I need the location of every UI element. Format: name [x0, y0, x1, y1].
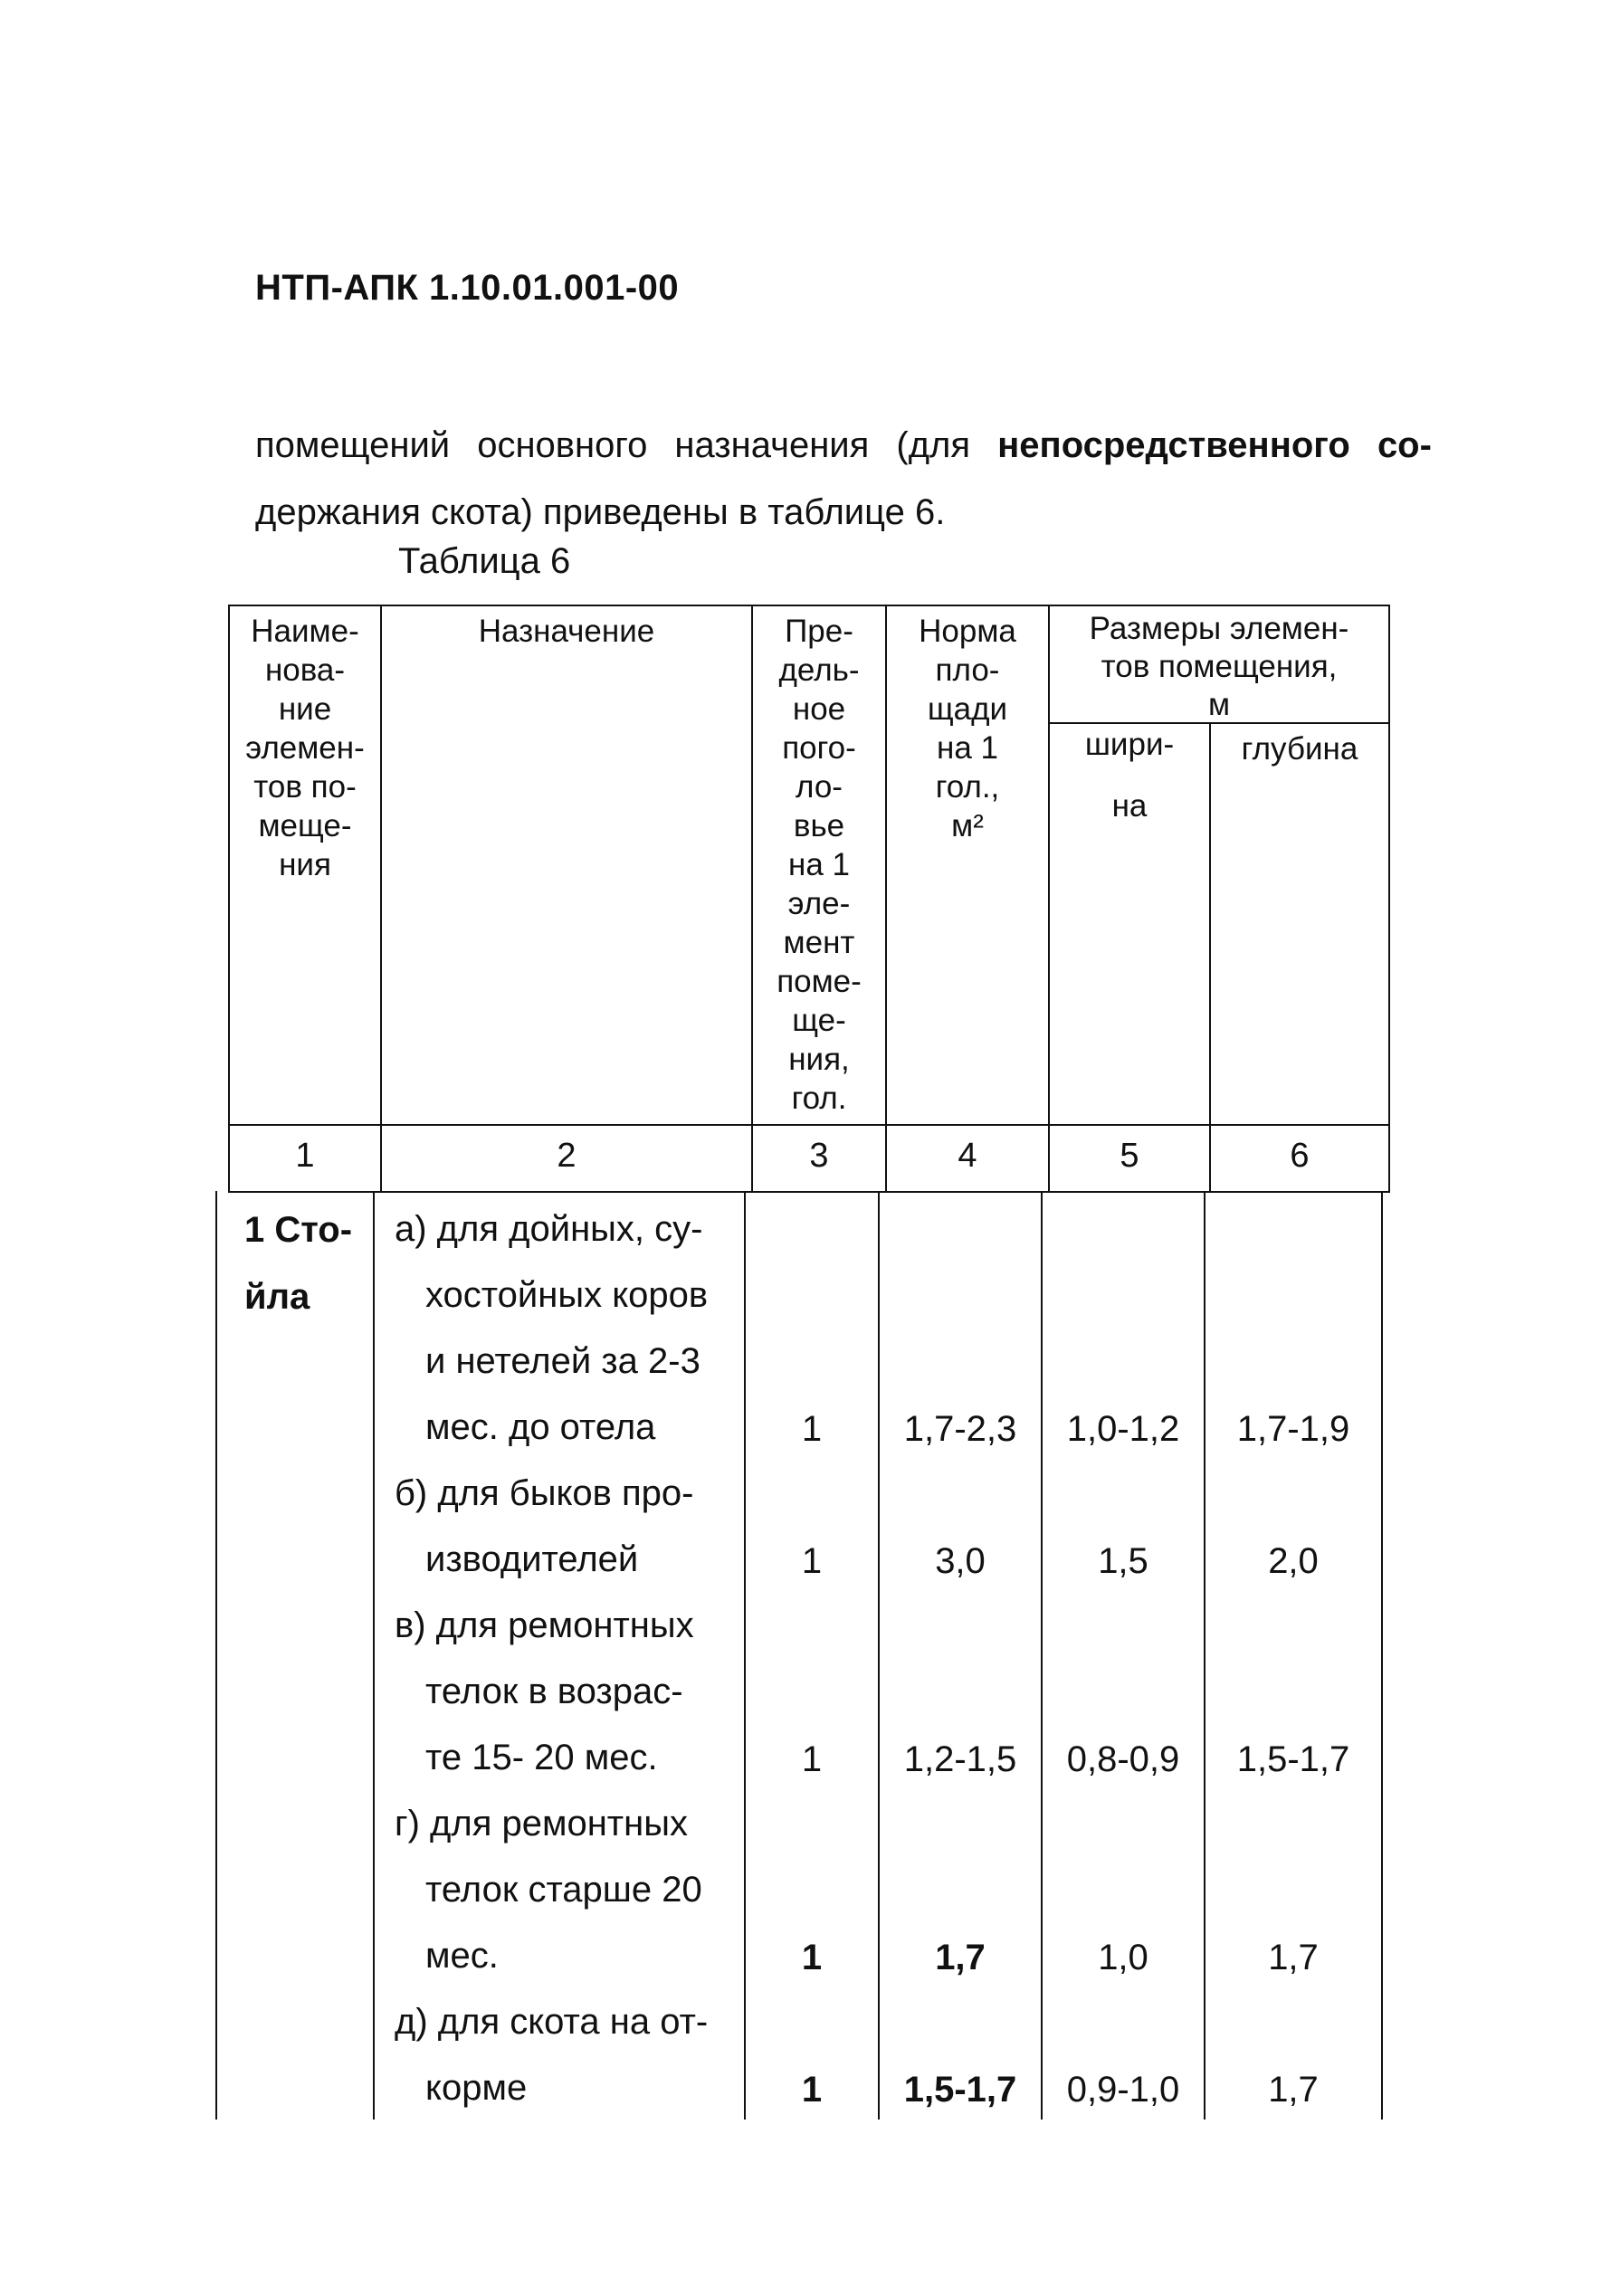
- column-rule: [1209, 722, 1211, 1191]
- intro-word: основного: [477, 425, 648, 465]
- header-head-count: Пре- дель- ное пого- ло- вье на 1 эле- мент поме- ще- ния, гол.: [777, 614, 862, 1116]
- purpose-line: а) для дойных, су-: [395, 1209, 703, 1249]
- depth-value: 1,7: [1268, 2070, 1319, 2110]
- purpose-line: телок старше 20: [425, 1870, 702, 1910]
- width-value: 1,5: [1098, 1541, 1148, 1581]
- header-area-norm: Норма пло- щади на 1 гол., м²: [919, 614, 1016, 843]
- purpose-line: корме: [425, 2068, 528, 2108]
- element-name: 1 Сто- йла: [244, 1210, 353, 1317]
- area-norm-value: 1,2-1,5: [903, 1739, 1017, 1779]
- purpose-line: изводителей: [425, 1539, 639, 1579]
- header-depth: глубина: [1241, 731, 1358, 767]
- head-count-value: 1: [801, 1409, 823, 1449]
- head-count-value: 1: [801, 1541, 823, 1581]
- column-rule: [1381, 1191, 1383, 2120]
- purpose-line: и нетелей за 2-3: [425, 1341, 700, 1381]
- column-number: 3: [809, 1137, 829, 1175]
- column-rule: [744, 1191, 746, 2120]
- header-dimensions: Размеры элемен- тов помещения, м: [1089, 611, 1349, 722]
- intro-line-1: [255, 412, 1432, 479]
- depth-value: 1,7: [1268, 1938, 1319, 1977]
- header-element-name: Наиме- нова- ние элемен- тов по- меще- ния: [245, 614, 365, 882]
- width-value: 0,9-1,0: [1066, 2070, 1180, 2110]
- column-rule: [1041, 1191, 1043, 2120]
- column-rule: [1388, 605, 1390, 1191]
- area-norm-value: 3,0: [935, 1541, 986, 1581]
- column-rule: [1204, 1191, 1205, 2120]
- purpose-line: б) для быков про-: [395, 1473, 694, 1513]
- depth-value: 1,5-1,7: [1236, 1739, 1350, 1779]
- intro-word: непосредственного: [997, 425, 1350, 465]
- area-norm-value: 1,5-1,7: [903, 2070, 1017, 2110]
- head-count-value: 1: [801, 1938, 823, 1977]
- intro-word: со-: [1377, 425, 1432, 465]
- header-purpose: Назначение: [478, 614, 655, 649]
- column-number: 1: [295, 1137, 315, 1175]
- head-count-value: 1: [801, 1739, 823, 1779]
- intro-word: назначения: [674, 425, 870, 465]
- header-bottom-border: [228, 1124, 1390, 1126]
- width-value: 0,8-0,9: [1066, 1739, 1180, 1779]
- table-caption: Таблица 6: [398, 541, 571, 581]
- column-rule: [380, 605, 382, 1191]
- column-rule: [373, 1191, 375, 2120]
- document-code: НТП-АПК 1.10.01.001-00: [255, 268, 680, 308]
- purpose-line: телок в возрас-: [425, 1672, 683, 1711]
- column-rule: [215, 1191, 217, 2120]
- depth-value: 1,7-1,9: [1236, 1409, 1350, 1449]
- purpose-line: те 15- 20 мес.: [425, 1738, 658, 1777]
- area-norm-value: 1,7-2,3: [903, 1409, 1017, 1449]
- number-row-bottom-border: [228, 1191, 1390, 1193]
- column-number: 4: [958, 1137, 977, 1175]
- purpose-line: в) для ремонтных: [395, 1605, 694, 1645]
- intro-paragraph: [255, 412, 1432, 546]
- purpose-line: мес.: [425, 1936, 499, 1976]
- intro-word: (для: [896, 425, 971, 465]
- head-count-value: 1: [801, 2070, 823, 2110]
- column-number: 5: [1120, 1137, 1139, 1175]
- purpose-line: мес. до отела: [425, 1407, 656, 1447]
- purpose-line: г) для ремонтных: [395, 1804, 688, 1843]
- column-number: 2: [557, 1137, 577, 1175]
- purpose-line: хостойных коров: [425, 1275, 709, 1315]
- intro-word: помещений: [255, 425, 451, 465]
- purpose-line: д) для скота на от-: [395, 2002, 709, 2042]
- table-top-border: [228, 605, 1390, 606]
- column-rule: [878, 1191, 880, 2120]
- header-width: шири- на: [1084, 727, 1175, 824]
- width-value: 1,0: [1098, 1938, 1148, 1977]
- width-value: 1,0-1,2: [1066, 1409, 1180, 1449]
- table-6: [228, 605, 1390, 2120]
- column-number: 6: [1290, 1137, 1310, 1175]
- intro-line-2: держания скота) приведены в таблице 6.: [255, 492, 946, 532]
- area-norm-value: 1,7: [935, 1938, 986, 1977]
- depth-value: 2,0: [1268, 1541, 1319, 1581]
